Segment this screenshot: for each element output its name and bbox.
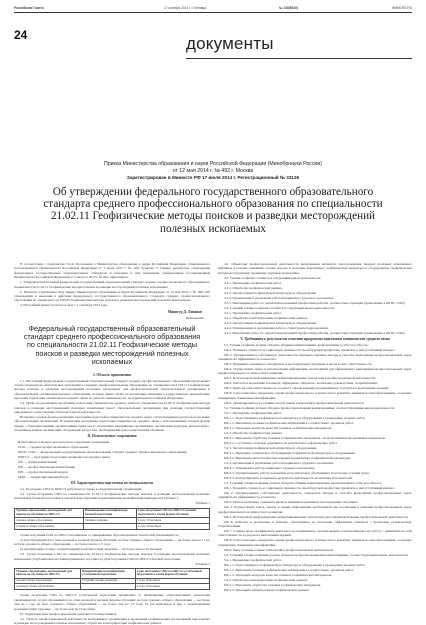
table-2-body [15, 578, 210, 590]
table-header-cell: Срок получения СПО по ППССЗ углубленной подготовки в очной форме обучения [135, 569, 209, 579]
paragraph: ОК — общая компетенция; [14, 460, 210, 464]
section-heading-3: III. Характеристика подготовки по специальности [14, 481, 210, 485]
table-cell: 2 года 10 месяцев [136, 518, 209, 524]
section-2-body [14, 440, 210, 479]
paragraph: 5.2.4. Организация и управление работой первичного трудового коллектива. [218, 461, 412, 465]
paragraph: ПК 3.1. Проводить техническое обслуживание геофизической аппаратуры и оборудования. [218, 451, 412, 455]
paragraph: 4.4.1. Проведение геофизических работ. [218, 311, 412, 315]
paragraph: ПК 1.1. Подготавливать геофизическую аппаратуру и оборудование к проведению полевых работ. [218, 563, 412, 567]
table-header-cell: Срок получения СПО по ППССЗ базовой подготовки в очной форме обучения [136, 508, 209, 518]
paragraph: 2. Признать утратившим силу приказ Министерства образования и науки Российской Федерации от 14 мая 2010 г. № 496 «Об утверждении и введении в действие федерального государственного образовательного стандарта среднего профессионального образования по специальности 130103 Геофизические методы поисков и разведки месторождений полезных ископаемых». [14, 290, 210, 303]
paragraph: 5.4. Старший техник-геофизик должен обладать профессиональными компетенциями, соответствующими видам деятельности: [218, 553, 412, 557]
paragraph: ОК 7. Брать на себя ответственность за работу членов команды (подчиненных), за результат выполнения заданий. [218, 386, 412, 390]
paragraph: ОК 3. Принимать решения в стандартных и нестандартных ситуациях и нести за них ответственность. [218, 362, 412, 366]
section-heading-2: II. Используемые сокращения [14, 434, 210, 438]
table-cell [83, 524, 136, 530]
section-title: документы [186, 34, 274, 54]
paragraph: 4.4.2. Обработка и интерпретация геофизических данных. [218, 316, 412, 320]
paragraph: ОК 9. Ориентироваться в условиях частой смены технологий в профессиональной деятельности. [218, 401, 412, 405]
paragraph: 5.4.1. Проведение геофизических работ. [218, 558, 412, 562]
issue-date: 17 октября 2014 г. • Пятница [164, 6, 206, 10]
paragraph: 5.1. Техник-геофизик должен обладать общими компетенциями, включающими в себя способность: [218, 343, 412, 347]
table-1-caption: Таблица 1 [14, 501, 210, 505]
paragraph: IV. Характеристика профессиональной деятельности выпускников [14, 612, 210, 616]
right-column [218, 262, 412, 594]
paragraph: СПО — среднее профессиональное образование; [14, 445, 210, 449]
paragraph: 1. Утвердить прилагаемый федеральный государственный образовательный стандарт среднего профессионального образования по специальности 21.02.11 Геофизические методы поисков и разведки месторождений полезных ископаемых. [14, 280, 210, 289]
paragraph: ПК 3.2. Выполнять метрологические поверки и калибровку геофизической аппаратуры. [218, 456, 412, 460]
table-row [15, 524, 210, 530]
paragraph: 5.2.2. Обработка геофизических данных. [218, 431, 412, 435]
paragraph: ПК 4.3. Контролировать и оценивать результаты деятельности коллектива исполнителей. [218, 476, 412, 480]
paragraph: ПК 2.1. Выполнять обработку полевых геофизических материалов. [218, 583, 412, 587]
paragraph: ОК 8. Самостоятельно определять задачи профессионального и личностного развития, заниматься самообразованием, осознанно планировать повышение квалификации. [218, 391, 412, 400]
paragraph: 4.3. Техник-геофизик готовится к следующим видам деятельности: [218, 276, 412, 280]
table-cell: среднее общее образование [15, 518, 84, 524]
paragraph: 4.4. Старший техник-геофизик готовится к следующим видам деятельности: [218, 306, 412, 310]
issue-number: № 238(6510) [279, 6, 298, 10]
paragraph: Возможна сетевая форма реализации программы подготовки специалистов среднего звена с использованием ресурсов нескольких образовательных организаций. В реализации программы подготовки специалистов среднего звена с использованием сетевой формы наряду с образовательными организациями также могут участвовать медицинские организации, организации культуры, физкультурно-спортивные и иные организации, обладающие ресурсами, необходимыми для осуществления обучения. [14, 415, 210, 433]
paragraph: ПК 1.1. Подготавливать геофизическую аппаратуру и оборудование к проведению полевых работ. [218, 416, 412, 420]
paragraph: ОК 8. Самостоятельно определять задачи профессионального и личностного развития, заниматься самообразованием, осознанно планировать повышение квалификации. [218, 538, 412, 547]
paragraph: ПК 1.2. Выполнять полевые геофизические наблюдения в соответствии с проектом работ. [218, 568, 412, 572]
order-date: от 12 мая 2014 г. № 492 г. Москва [60, 168, 366, 175]
paragraph: 3.2. Сроки получения СПО по специальности 21.02.11 Геофизические методы поисков и разведки месторождений полезных ископаемых базовой подготовки в очной форме обучения и присваиваемая квалификация приводятся в Таблице 1. [14, 492, 210, 501]
paper-name: Российская Газета [14, 6, 44, 10]
paragraph: ПК 2.1. Выполнять обработку полевых геофизических материалов с использованием программных комплексов. [218, 436, 412, 440]
section-4-body [218, 262, 412, 335]
paragraph: ОК 2. Организовывать собственную деятельность, выбирать типовые методы и способы выполнения профессиональных задач, оценивать их эффективность и качество. [218, 353, 412, 362]
table-header-cell: Наименование квалификации базовой подготовки [83, 508, 136, 518]
section-4-start [14, 593, 210, 625]
paragraph: 3. Настоящий приказ вступает в силу с 1 сентября 2014 года. [14, 303, 210, 307]
paragraph: 1.2. Право на реализацию программы подготовки специалистов среднего звена по специальности 21.02.11 Геофизические методы поисков и разведки месторождений полезных ископаемых имеет образовательная организация при наличии соответствующей лицензии на осуществление образовательной деятельности. [14, 401, 210, 414]
paragraph: 4.1. Область профессиональной деятельности выпускников: организация и проведение геофизических исследований при поисках и разведке месторождений полезных ископаемых; обработка и интерпретация геофизических данных. [14, 617, 210, 625]
paragraph: Сроки получения СПО по ППССЗ независимо от применяемых образовательных технологий увеличиваются: [14, 533, 210, 537]
table-cell: Техник-геофизик [83, 518, 136, 524]
paragraph: ОК 4. Осуществлять поиск, анализ и оценку информации, необходимой для постановки и решения профессиональных задач, профессионального и личностного развития. [218, 505, 412, 514]
paragraph: 5.2.1. Проведение геофизических работ. [218, 411, 412, 415]
paragraph: 4.3.1. Проведение геофизических работ. [218, 281, 412, 285]
paragraph: 4.3.4. Организация и управление работой первичного трудового коллектива. [218, 296, 412, 300]
paragraph: ОК 5. Использовать информационно-коммуникационные технологии в профессиональной деятельности. [218, 376, 412, 380]
paragraph: ОК 2. Организовывать собственную деятельность, определять методы и способы выполнения профессиональных задач, оценивать их эффективность и качество. [218, 491, 412, 500]
paragraph: 3.3. Сроки получения СПО по специальности 21.02.11 Геофизические методы поисков и разведки месторождений полезных ископаемых углубленной подготовки превышают на один год срок получения СПО по ППССЗ базовой подготовки. [14, 552, 210, 561]
paragraph: 5.2.3. Эксплуатация геофизической аппаратуры и оборудования. [218, 446, 412, 450]
paragraph: ОК 7. Ставить цели, мотивировать деятельность подчиненных, организовывать и контролировать их работу с принятием на себя ответственности за результат выполнения заданий. [218, 529, 412, 538]
order-registration: Зарегистрирован в Минюсте РФ 17 июля 2014 г. Регистрационный № 33126 [60, 175, 366, 182]
table-cell: 3 года 10 месяцев [136, 524, 209, 530]
section-heading-1: I. Область применения [14, 373, 210, 377]
section-3-continued [14, 533, 210, 561]
table-1-header [15, 508, 210, 518]
paragraph: ПК 4.2. Организовывать работу коллектива исполнителей и обеспечивать безопасные условия труда. [218, 471, 412, 475]
section-divider [186, 58, 412, 59]
table-row [15, 584, 210, 590]
section-1-body [14, 379, 210, 433]
paragraph: 5.2. Техник-геофизик должен обладать профессиональными компетенциями, соответствующими видам деятельности: [218, 406, 412, 410]
paragraph: ПК 1.3. Проводить контроль качества полевых геофизических материалов. [218, 426, 412, 430]
paragraph: В настоящем стандарте используются следующие сокращения: [14, 440, 210, 444]
table-cell [81, 584, 136, 590]
paragraph: б) для инвалидов и лиц с ограниченными возможностями здоровья — не более чем на 10 месяцев. [14, 547, 210, 551]
standard-title: Федеральный государственный образовательный стандарт среднего профессионального образования по специальности 21.02.11 Геофизические методы поисков и разведки месторождений полезных ископаемых [20, 325, 204, 367]
paragraph: 5.4.2. Обработка и интерпретация геофизических данных. [218, 578, 412, 582]
paragraph: 4.3.3. Эксплуатация геофизической аппаратуры и оборудования. [218, 291, 412, 295]
paragraph: ПК 4.1. Планировать работу первичного трудового коллектива. [218, 466, 412, 470]
table-header-cell: Наименование квалификации углубленной подготовки [81, 569, 136, 579]
paragraph: 4.3.5. Выполнение работ по одной или нескольким профессиям рабочих, должностям служащих (приложение к ФГОС СПО). [218, 301, 412, 305]
paragraph: В соответствии с подпунктом 5.2.41 Положения о Министерстве образования и науки Российской Федерации, утвержденного постановлением Правительства Российской Федерации от 3 июня 2013 г. № 466, пунктом 17 Правил разработки, утверждения федеральных государственных образовательных стандартов и внесения в них изменений, утвержденных постановлением Правительства Российской Федерации от 5 августа 2013 г. № 661, приказываю: [14, 262, 210, 280]
paragraph: ОК 6. Работать в коллективе и команде, обеспечивать ее сплочение, эффективно общаться с коллегами, руководством, потребителями. [218, 520, 412, 529]
table-cell: 4 года 10 месяцев [135, 584, 209, 590]
order-header [60, 161, 366, 182]
paragraph: ОК 6. Работать в коллективе и команде, эффективно общаться с коллегами, руководством, потребителями. [218, 381, 412, 385]
paragraph: ФГОС СПО — федеральный государственный образовательный стандарт среднего профессионального образования; [14, 450, 210, 454]
paragraph: 4.4.4. Планирование и организация работ в структурном подразделении. [218, 326, 412, 330]
intro-paragraphs [14, 262, 210, 308]
paragraph: ОК 1. Понимать сущность и социальную значимость своей будущей профессии, проявлять к ней устойчивый интерес. [218, 348, 412, 352]
paragraph: ПК 1.2. Выполнять полевые геофизические наблюдения в соответствии с проектом работ. [218, 421, 412, 425]
paragraph: 1.1. Настоящий федеральный государственный образовательный стандарт среднего профессионального образования представляет собой совокупность обязательных требований к среднему профессиональному образованию по специальности 21.02.11 Геофизические методы поисков и разведки месторождений полезных ископаемых для профессиональной образовательной организации и образовательной организации высшего образования, которые имеют право на реализацию имеющих государственную аккредитацию программ подготовки специалистов среднего звена по данной специальности, на территории Российской Федерации. [14, 379, 210, 401]
section-3-body [14, 487, 210, 501]
paragraph: 4.4.5. Выполнение работ по одной или нескольким профессиям рабочих, должностям служащих (приложение к ФГОС СПО). [218, 331, 412, 335]
table-cell: среднее общее образование [15, 578, 81, 584]
section-heading-5: V. Требования к результатам освоения программы подготовки специалистов среднего звена [218, 337, 412, 341]
paragraph: ОК 5. Использовать информационно-коммуникационные технологии для совершенствования профессиональной деятельности. [218, 515, 412, 519]
paragraph: 4.4.3. Эксплуатация геофизической аппаратуры и оборудования. [218, 321, 412, 325]
page-number: 24 [14, 28, 27, 42]
paragraph: ПК 2.2. Составлять отчетные документы по результатам геофизических работ. [218, 441, 412, 445]
table-1 [14, 508, 210, 530]
table-header-cell: Уровень образования, необходимый для приема на обучение по ППССЗ [15, 508, 84, 518]
order-title: Приказ Министерства образования и науки Российской Федерации (Минобрнауки России) [60, 161, 366, 168]
appendix-label: Приложение [14, 316, 204, 320]
paragraph: ПК — профессиональная компетенция; [14, 465, 210, 469]
table-cell: основное общее образование [15, 524, 84, 530]
paragraph: ПК 1.3. Проводить контроль качества полевых геофизических материалов. [218, 573, 412, 577]
paragraph: ППССЗ — программа подготовки специалистов среднего звена; [14, 455, 210, 459]
paragraph: 5.3. Старший техник-геофизик должен обладать общими компетенциями, включающими в себя способность: [218, 481, 412, 485]
site-url: WWW.RG.RU [392, 6, 412, 10]
document-headline: Об утверждении федерального государственного образовательного стандарта среднего профессионального образования по специальности 21.02.11 Геофизические методы поисков и разведки месторождений полезных ископаемых [34, 186, 392, 235]
paragraph: Сроки получения СПО по ППССЗ углубленной подготовки независимо от применяемых образовательных технологий увеличиваются: а) для обучающихся по очно-заочной и заочной формам обучения: на базе среднего общего образования — не более чем на 1 год; на базе основного общего образования — не более чем на 1,5 года; б) для инвалидов и лиц с ограниченными возможностями здоровья — не более чем на 10 месяцев. [14, 593, 210, 611]
table-2-caption: Таблица 2 [14, 562, 210, 566]
competencies-list [218, 343, 412, 593]
table-cell: основное общее образование [15, 584, 81, 590]
table-2 [14, 568, 210, 590]
table-cell: Старший техник-геофизик [81, 578, 136, 584]
paragraph: ОК 4. Осуществлять поиск и использование информации, необходимой для эффективного выполнения профессиональных задач, профессионального и личностного развития. [218, 367, 412, 376]
paragraph: МДК — междисциплинарный курс. [14, 475, 210, 479]
minister-signature: Министр Д. Ливанов [14, 310, 202, 314]
paragraph: ОК 9. Быть готовым к смене технологий в профессиональной деятельности. [218, 548, 412, 552]
newspaper-topbar [14, 4, 412, 13]
paragraph: 4.3.2. Обработка геофизических данных. [218, 286, 412, 290]
paragraph: 3.1. Получение СПО по ППССЗ допускается только в образовательной организации. [14, 487, 210, 491]
paragraph: ОК 3. Решать проблемы, оценивать риски и принимать решения в нестандартных ситуациях. [218, 500, 412, 504]
paragraph: ОК 1. Понимать сущность и социальную значимость своей будущей профессии, проявлять к ней устойчивый интерес. [218, 486, 412, 490]
table-header-cell: Уровень образования, необходимый для приема на обучение по ППССЗ [15, 569, 81, 579]
paragraph: а) для обучающихся по очно-заочной и заочной формам обучения: на базе среднего общего образования — не более чем на 1 год; на базе основного общего образования — не более чем на 1,5 года; [14, 538, 210, 547]
table-1-body [15, 518, 210, 530]
paragraph: 4.2. Объектами профессиональной деятельности выпускников являются: месторождения твердых полезных ископаемых; нефтяные и газовые скважины; горные породы и полезные ископаемые; геофизическая аппаратура и оборудование; геофизические методы исследования; первичные трудовые коллективы. [218, 262, 412, 275]
left-column [14, 262, 210, 594]
table-cell: 3 года 10 месяцев [135, 578, 209, 584]
paragraph: ПМ — профессиональный модуль; [14, 470, 210, 474]
paragraph: ПК 2.2. Проводить интерпретацию геофизических данных. [218, 588, 412, 592]
table-2-header [15, 569, 210, 579]
